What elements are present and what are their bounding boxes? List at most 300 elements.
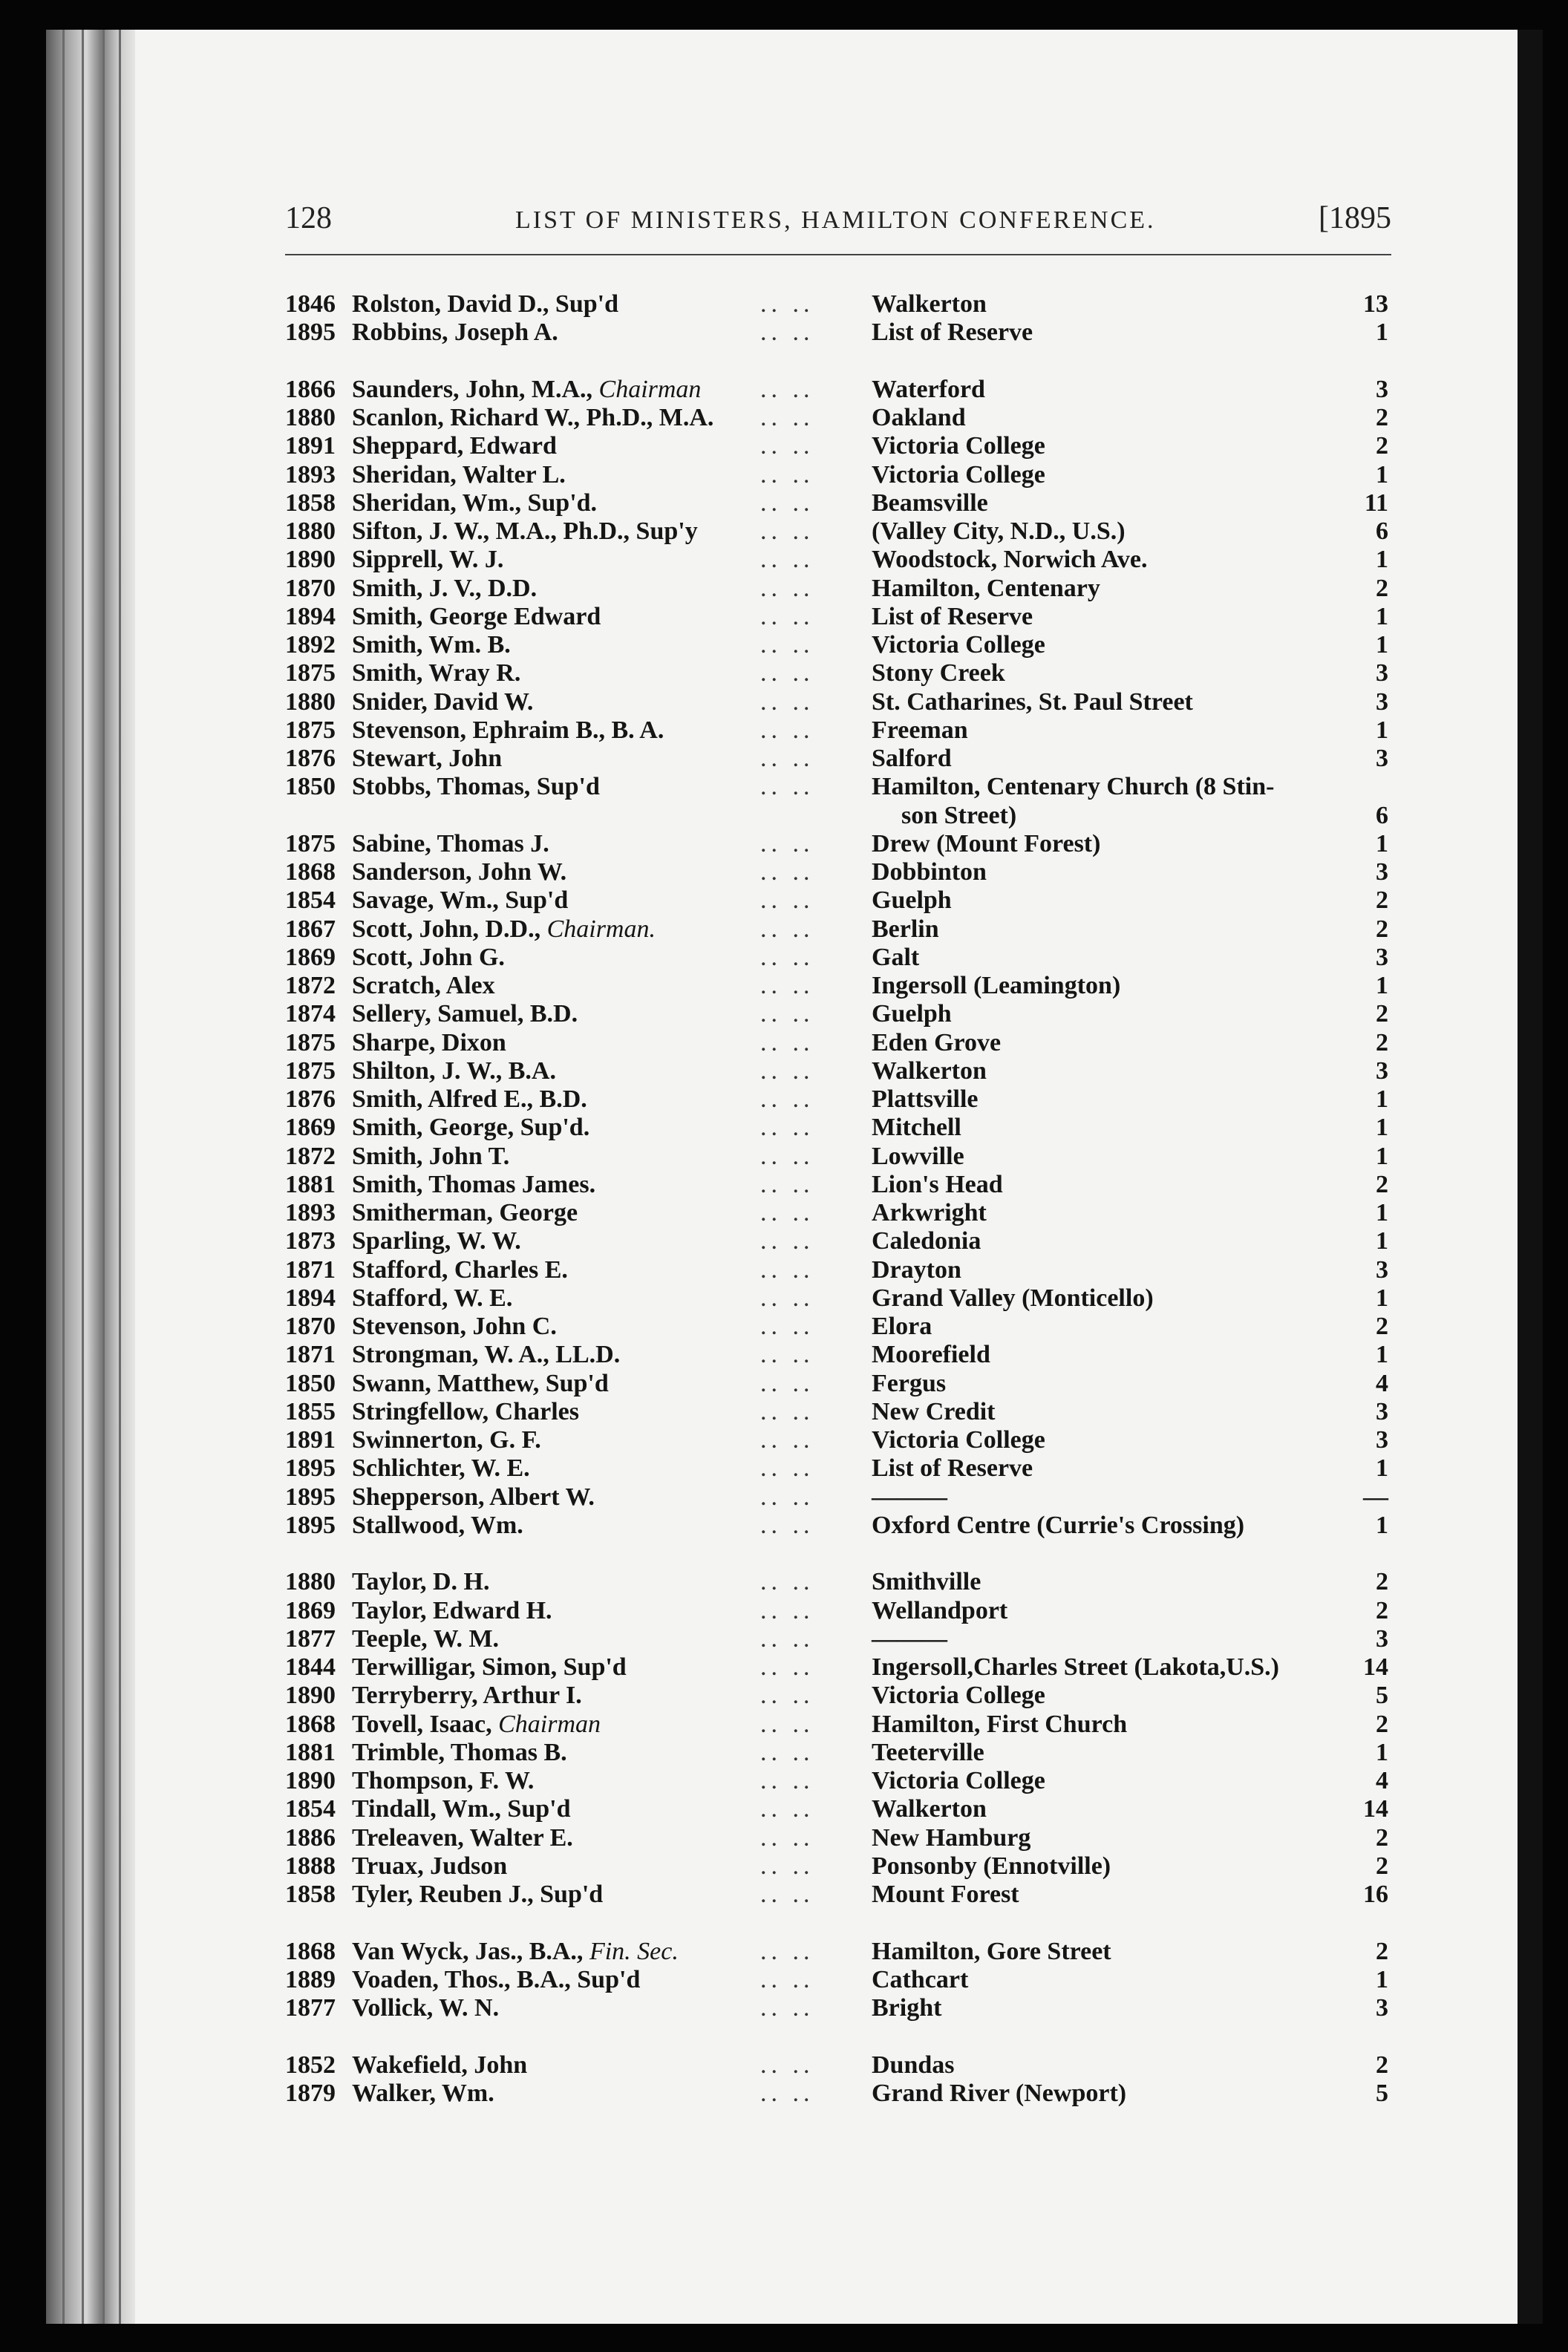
station-place: Salford <box>872 745 952 772</box>
station-place: Grand Valley (Monticello) <box>872 1284 1154 1312</box>
minister-name: Trimble, Thomas B. <box>352 1738 567 1766</box>
minister-name: Scanlon, Richard W., Ph.D., M.A. <box>352 404 714 431</box>
leader-dots: .. .. <box>760 602 814 630</box>
entry-year: 1875 <box>285 659 336 687</box>
leader-dots: .. .. <box>760 1114 814 1142</box>
leader-dots: .. .. <box>760 1937 814 1965</box>
station-place: Walkerton <box>872 1795 987 1823</box>
minister-name-text: Saunders, John, M.A., <box>352 375 599 403</box>
minister-name: Stallwood, Wm. <box>352 1511 523 1539</box>
years-count: 2 <box>1376 2051 1388 2079</box>
station-place: Guelph <box>872 1000 952 1028</box>
years-count: 1 <box>1376 318 1388 347</box>
station-place: New Credit <box>872 1397 996 1425</box>
leader-dots: .. .. <box>760 1284 814 1312</box>
entry-year: 1875 <box>285 1028 336 1056</box>
years-count: 4 <box>1376 1767 1388 1794</box>
list-item <box>285 432 1394 460</box>
station-place: Lion's Head <box>872 1170 1003 1198</box>
list-item <box>285 1085 1394 1114</box>
years-count: 1 <box>1376 1227 1388 1255</box>
minister-role: Chairman <box>598 375 702 403</box>
leader-dots: .. .. <box>760 1313 814 1340</box>
list-item <box>285 1512 1394 1540</box>
minister-name-text: Van Wyck, Jas., B.A., <box>352 1937 589 1965</box>
section-gap <box>285 1540 1394 1568</box>
leader-dots: .. .. <box>760 1682 814 1710</box>
years-count: 2 <box>1376 1170 1388 1198</box>
years-count: 1 <box>1376 1199 1388 1226</box>
minister-name: Savage, Wm., Sup'd <box>352 886 569 915</box>
minister-name: Sellery, Samuel, B.D. <box>352 1000 578 1028</box>
leader-dots: .. .. <box>760 404 814 431</box>
entry-year: 1894 <box>285 602 336 630</box>
leader-dots: .. .. <box>760 858 814 886</box>
minister-name: Treleaven, Walter E. <box>352 1823 573 1852</box>
page-header <box>285 200 1391 245</box>
years-count: 3 <box>1376 659 1388 687</box>
leader-dots: .. .. <box>760 886 814 915</box>
entry-year: 1850 <box>285 773 336 801</box>
minister-name: Sheridan, Walter L. <box>352 460 566 489</box>
years-count: 2 <box>1376 1313 1388 1340</box>
minister-role: Fin. Sec. <box>589 1937 679 1965</box>
minister-name: Scratch, Alex <box>352 972 495 999</box>
station-place: Cathcart <box>872 1965 969 1993</box>
leader-dots: .. .. <box>760 517 814 545</box>
list-item <box>285 1256 1394 1284</box>
station-place: Hamilton, Centenary <box>872 574 1100 602</box>
leader-dots: .. .. <box>760 943 814 971</box>
station-place: Bright <box>872 1994 942 2022</box>
entry-year: 1891 <box>285 1426 336 1454</box>
leader-dots: .. .. <box>760 1795 814 1823</box>
leader-dots: .. .. <box>760 290 814 318</box>
station-place: Hamilton, Centenary Church (8 Stin- <box>872 773 1275 801</box>
minister-name: Robbins, Joseph A. <box>352 318 558 347</box>
list-item <box>285 1852 1394 1881</box>
station-place: Victoria College <box>872 1682 1045 1710</box>
entry-year: 1889 <box>285 1965 336 1993</box>
leader-dots: .. .. <box>760 1426 814 1454</box>
station-place: Eden Grove <box>872 1028 1002 1056</box>
leader-dots: .. .. <box>760 1199 814 1226</box>
station-place: List of Reserve <box>872 1454 1033 1483</box>
station-place: Mitchell <box>872 1114 961 1142</box>
leader-dots: .. .. <box>760 1227 814 1255</box>
list-item <box>285 972 1394 1000</box>
list-item <box>285 546 1394 574</box>
list-item <box>285 1114 1394 1142</box>
years-count: 1 <box>1376 1085 1388 1113</box>
station-place: Walkerton <box>872 290 987 318</box>
years-count: 2 <box>1376 1568 1388 1596</box>
leader-dots: .. .. <box>760 716 814 744</box>
list-item <box>285 2051 1394 2080</box>
leader-dots: .. .. <box>760 460 814 489</box>
station-place: Oakland <box>872 404 966 431</box>
minister-name: Stafford, Charles E. <box>352 1255 568 1284</box>
list-item <box>285 1398 1394 1426</box>
station-place: Grand River (Newport) <box>872 2079 1127 2107</box>
list-item <box>285 1682 1394 1710</box>
years-count: 1 <box>1376 716 1388 744</box>
station-place: Wellandport <box>872 1596 1008 1624</box>
list-item <box>285 1711 1394 1739</box>
years-count: 1 <box>1376 602 1388 630</box>
entry-year: 1871 <box>285 1341 336 1369</box>
years-count: 14 <box>1363 1653 1388 1681</box>
list-item <box>285 1824 1394 1852</box>
entry-year: 1873 <box>285 1227 336 1255</box>
minister-name: Wakefield, John <box>352 2051 528 2079</box>
leader-dots: .. .. <box>760 1568 814 1596</box>
station-place: ——— <box>872 1624 947 1653</box>
years-count: 5 <box>1376 2079 1388 2107</box>
list-item <box>285 461 1394 489</box>
leader-dots: .. .. <box>760 489 814 517</box>
years-count: 3 <box>1376 1994 1388 2022</box>
list-item <box>285 517 1394 546</box>
page-edge-shadow <box>1518 30 1543 2324</box>
years-count: 6 <box>1376 517 1388 545</box>
years-count: 1 <box>1376 972 1388 999</box>
entry-year: 1869 <box>285 1114 336 1142</box>
years-count: 5 <box>1376 1682 1388 1710</box>
years-count: 3 <box>1376 1624 1388 1653</box>
section-gap <box>285 2022 1394 2051</box>
minister-name: Sheridan, Wm., Sup'd. <box>352 489 598 517</box>
years-count: 1 <box>1376 829 1388 858</box>
list-item <box>285 773 1394 801</box>
entry-year: 1877 <box>285 1624 336 1653</box>
minister-name: Stevenson, Ephraim B., B. A. <box>352 716 664 744</box>
entry-year: 1854 <box>285 886 336 915</box>
minister-name <box>352 1711 601 1739</box>
leader-dots: .. .. <box>760 1994 814 2022</box>
station-place: Ingersoll (Leamington) <box>872 972 1121 999</box>
list-item <box>285 1966 1394 1994</box>
station-place: Hamilton, Gore Street <box>872 1937 1111 1965</box>
leader-dots: .. .. <box>760 1710 814 1738</box>
entry-year: 1891 <box>285 432 336 460</box>
entry-year: 1880 <box>285 1568 336 1596</box>
entry-year: 1872 <box>285 972 336 999</box>
years-count: 1 <box>1376 546 1388 574</box>
station-place: Plattsville <box>872 1085 979 1113</box>
leader-dots: .. .. <box>760 745 814 772</box>
years-count: 2 <box>1376 915 1388 943</box>
station-place: St. Catharines, St. Paul Street <box>872 687 1193 716</box>
list-item <box>285 1568 1394 1596</box>
entry-year: 1880 <box>285 517 336 545</box>
station-place: Victoria College <box>872 1767 1045 1794</box>
entry-year: 1852 <box>285 2051 336 2079</box>
leader-dots: .. .. <box>760 829 814 858</box>
entry-year: 1854 <box>285 1795 336 1823</box>
years-count: 2 <box>1376 1028 1388 1056</box>
minister-name: Voaden, Thos., B.A., Sup'd <box>352 1965 641 1993</box>
list-item <box>285 944 1394 972</box>
entry-year: 1879 <box>285 2079 336 2107</box>
minister-name: Tindall, Wm., Sup'd <box>352 1795 571 1823</box>
minister-name: Scott, John G. <box>352 943 505 971</box>
years-count: 6 <box>1376 801 1388 829</box>
entry-year: 1858 <box>285 489 336 517</box>
section-gap <box>285 347 1394 376</box>
years-count: 1 <box>1376 631 1388 659</box>
leader-dots: .. .. <box>760 1369 814 1397</box>
leader-dots: .. .. <box>760 1085 814 1113</box>
list-item <box>285 915 1394 944</box>
list-item <box>285 1653 1394 1682</box>
entry-year: 1888 <box>285 1852 336 1880</box>
list-item <box>285 1000 1394 1028</box>
minister-name <box>352 915 656 944</box>
minister-name: Smith, Alfred E., B.D. <box>352 1085 587 1113</box>
list-item <box>285 830 1394 858</box>
list-item <box>285 802 1394 830</box>
minister-name: Snider, David W. <box>352 687 534 716</box>
list-item <box>285 318 1394 347</box>
list-item <box>285 1143 1394 1171</box>
list-item <box>285 1795 1394 1823</box>
leader-dots: .. .. <box>760 1170 814 1198</box>
entry-year: 1869 <box>285 1596 336 1624</box>
leader-dots: .. .. <box>760 1397 814 1425</box>
list-item <box>285 2080 1394 2108</box>
list-item <box>285 1739 1394 1767</box>
leader-dots: .. .. <box>760 1454 814 1483</box>
entry-year: 1876 <box>285 745 336 772</box>
entry-year: 1869 <box>285 943 336 971</box>
entry-year: 1846 <box>285 290 336 318</box>
entry-year: 1895 <box>285 1483 336 1511</box>
leader-dots: .. .. <box>760 375 814 403</box>
entry-year: 1844 <box>285 1653 336 1681</box>
years-count: 1 <box>1376 1965 1388 1993</box>
leader-dots: .. .. <box>760 1852 814 1880</box>
entry-year: 1881 <box>285 1170 336 1198</box>
list-item <box>285 858 1394 886</box>
years-count: 2 <box>1376 404 1388 431</box>
years-count: 4 <box>1376 1369 1388 1397</box>
list-item <box>285 1199 1394 1227</box>
entry-year: 1866 <box>285 375 336 403</box>
minister-name: Shilton, J. W., B.A. <box>352 1056 556 1085</box>
station-place: (Valley City, N.D., U.S.) <box>872 517 1126 545</box>
list-item <box>285 1171 1394 1199</box>
entry-year: 1894 <box>285 1284 336 1312</box>
minister-name: Smith, Thomas James. <box>352 1170 596 1198</box>
minister-name: Smith, J. V., D.D. <box>352 574 538 602</box>
entry-year: 1872 <box>285 1142 336 1170</box>
list-item <box>285 1597 1394 1625</box>
entry-year: 1870 <box>285 1313 336 1340</box>
minister-name: Schlichter, W. E. <box>352 1454 530 1483</box>
leader-dots: .. .. <box>760 1028 814 1056</box>
years-count: 2 <box>1376 432 1388 460</box>
years-count: 3 <box>1376 943 1388 971</box>
list-item <box>285 290 1394 318</box>
station-place: son Street) <box>901 801 1017 829</box>
entry-year: 1890 <box>285 1682 336 1710</box>
header-year: [1895 <box>1319 201 1391 235</box>
minister-name: Smitherman, George <box>352 1199 578 1226</box>
entry-year: 1895 <box>285 318 336 347</box>
minister-name: Taylor, Edward H. <box>352 1596 552 1624</box>
entry-year: 1875 <box>285 1056 336 1085</box>
minister-name-text: Tovell, Isaac, <box>352 1710 499 1738</box>
minister-name: Stewart, John <box>352 745 503 772</box>
leader-dots: .. .. <box>760 1653 814 1681</box>
list-item <box>285 1029 1394 1057</box>
minister-role: Chairman. <box>546 915 656 943</box>
leader-dots: .. .. <box>760 1142 814 1170</box>
years-count: 1 <box>1376 1284 1388 1312</box>
station-place: List of Reserve <box>872 318 1033 347</box>
years-count: 16 <box>1363 1881 1388 1908</box>
station-place: Arkwright <box>872 1199 987 1226</box>
list-item <box>285 404 1394 432</box>
entry-year: 1892 <box>285 631 336 659</box>
station-place: Lowville <box>872 1142 964 1170</box>
list-item <box>285 1284 1394 1313</box>
list-item <box>285 631 1394 659</box>
years-count: 1 <box>1376 1341 1388 1369</box>
leader-dots: .. .. <box>760 2079 814 2107</box>
years-count: 2 <box>1376 574 1388 602</box>
minister-name: Swann, Matthew, Sup'd <box>352 1369 609 1397</box>
years-count: 2 <box>1376 1710 1388 1738</box>
years-count: 1 <box>1376 1454 1388 1483</box>
leader-dots: .. .. <box>760 631 814 659</box>
ministers-list <box>285 290 1394 2108</box>
spine-line <box>82 30 84 2324</box>
station-place: Elora <box>872 1313 932 1340</box>
entry-year: 1877 <box>285 1994 336 2022</box>
years-count: 2 <box>1376 1000 1388 1028</box>
years-count: 3 <box>1376 858 1388 886</box>
leader-dots: .. .. <box>760 1341 814 1369</box>
entry-year: 1874 <box>285 1000 336 1028</box>
leader-dots: .. .. <box>760 1823 814 1852</box>
list-item <box>285 1767 1394 1795</box>
station-place: Dundas <box>872 2051 955 2079</box>
years-count: 2 <box>1376 1937 1388 1965</box>
station-place: Drayton <box>872 1255 961 1284</box>
entry-year: 1870 <box>285 574 336 602</box>
list-item <box>285 1625 1394 1653</box>
list-item <box>285 1881 1394 1909</box>
list-item <box>285 489 1394 517</box>
station-place: Caledonia <box>872 1227 981 1255</box>
entry-year: 1886 <box>285 1823 336 1852</box>
list-item <box>285 1938 1394 1966</box>
spine-line <box>62 30 65 2324</box>
spine-line <box>119 30 121 2324</box>
entry-year: 1890 <box>285 1767 336 1794</box>
minister-role: Chairman <box>498 1710 601 1738</box>
years-count: 1 <box>1376 1738 1388 1766</box>
minister-name: Sabine, Thomas J. <box>352 829 549 858</box>
years-count: — <box>1363 1483 1388 1511</box>
years-count: 1 <box>1376 1142 1388 1170</box>
entry-year: 1867 <box>285 915 336 943</box>
station-place: Beamsville <box>872 489 988 517</box>
entry-year: 1881 <box>285 1738 336 1766</box>
minister-name: Sparling, W. W. <box>352 1227 521 1255</box>
station-place: Victoria College <box>872 631 1045 659</box>
leader-dots: .. .. <box>760 1000 814 1028</box>
years-count: 3 <box>1376 745 1388 772</box>
list-item <box>285 1483 1394 1512</box>
minister-name: Truax, Judson <box>352 1852 508 1880</box>
entry-year: 1855 <box>285 1397 336 1425</box>
leader-dots: .. .. <box>760 659 814 687</box>
years-count: 3 <box>1376 687 1388 716</box>
list-item <box>285 688 1394 716</box>
minister-name: Tyler, Reuben J., Sup'd <box>352 1881 604 1908</box>
station-place: Drew (Mount Forest) <box>872 829 1101 858</box>
leader-dots: .. .. <box>760 574 814 602</box>
minister-name: Stevenson, John C. <box>352 1313 557 1340</box>
spine-line <box>102 30 105 2324</box>
entry-year: 1880 <box>285 404 336 431</box>
entry-year: 1880 <box>285 687 336 716</box>
station-place: Ingersoll,Charles Street (Lakota,U.S.) <box>872 1653 1279 1681</box>
list-item <box>285 1341 1394 1369</box>
minister-name: Stringfellow, Charles <box>352 1397 579 1425</box>
station-place: Ponsonby (Ennotville) <box>872 1852 1111 1880</box>
minister-name: Rolston, David D., Sup'd <box>352 290 619 318</box>
entry-year: 1890 <box>285 546 336 574</box>
station-place: Oxford Centre (Currie's Crossing) <box>872 1511 1245 1539</box>
minister-name: Smith, John T. <box>352 1142 510 1170</box>
years-count: 1 <box>1376 1511 1388 1539</box>
page-number: 128 <box>285 201 332 235</box>
leader-dots: .. .. <box>760 1767 814 1794</box>
list-item <box>285 1227 1394 1255</box>
list-item <box>285 1313 1394 1341</box>
years-count: 2 <box>1376 886 1388 915</box>
years-count: 14 <box>1363 1795 1388 1823</box>
station-place: Smithville <box>872 1568 981 1596</box>
minister-name: Sheppard, Edward <box>352 432 557 460</box>
minister-name <box>352 1938 679 1966</box>
leader-dots: .. .. <box>760 1624 814 1653</box>
header-rule <box>285 254 1391 255</box>
entry-year: 1875 <box>285 829 336 858</box>
years-count: 3 <box>1376 375 1388 403</box>
entry-year: 1893 <box>285 1199 336 1226</box>
leader-dots: .. .. <box>760 915 814 943</box>
years-count: 3 <box>1376 1426 1388 1454</box>
leader-dots: .. .. <box>760 1738 814 1766</box>
minister-name: Teeple, W. M. <box>352 1624 500 1653</box>
station-place: Freeman <box>872 716 968 744</box>
list-item <box>285 603 1394 631</box>
years-count: 11 <box>1364 489 1388 517</box>
minister-name: Vollick, W. N. <box>352 1994 500 2022</box>
minister-name: Terryberry, Arthur I. <box>352 1682 582 1710</box>
station-place: List of Reserve <box>872 602 1033 630</box>
entry-year: 1876 <box>285 1085 336 1113</box>
section-gap <box>285 1909 1394 1937</box>
minister-name: Smith, Wray R. <box>352 659 521 687</box>
entry-year: 1895 <box>285 1454 336 1483</box>
years-count: 2 <box>1376 1596 1388 1624</box>
